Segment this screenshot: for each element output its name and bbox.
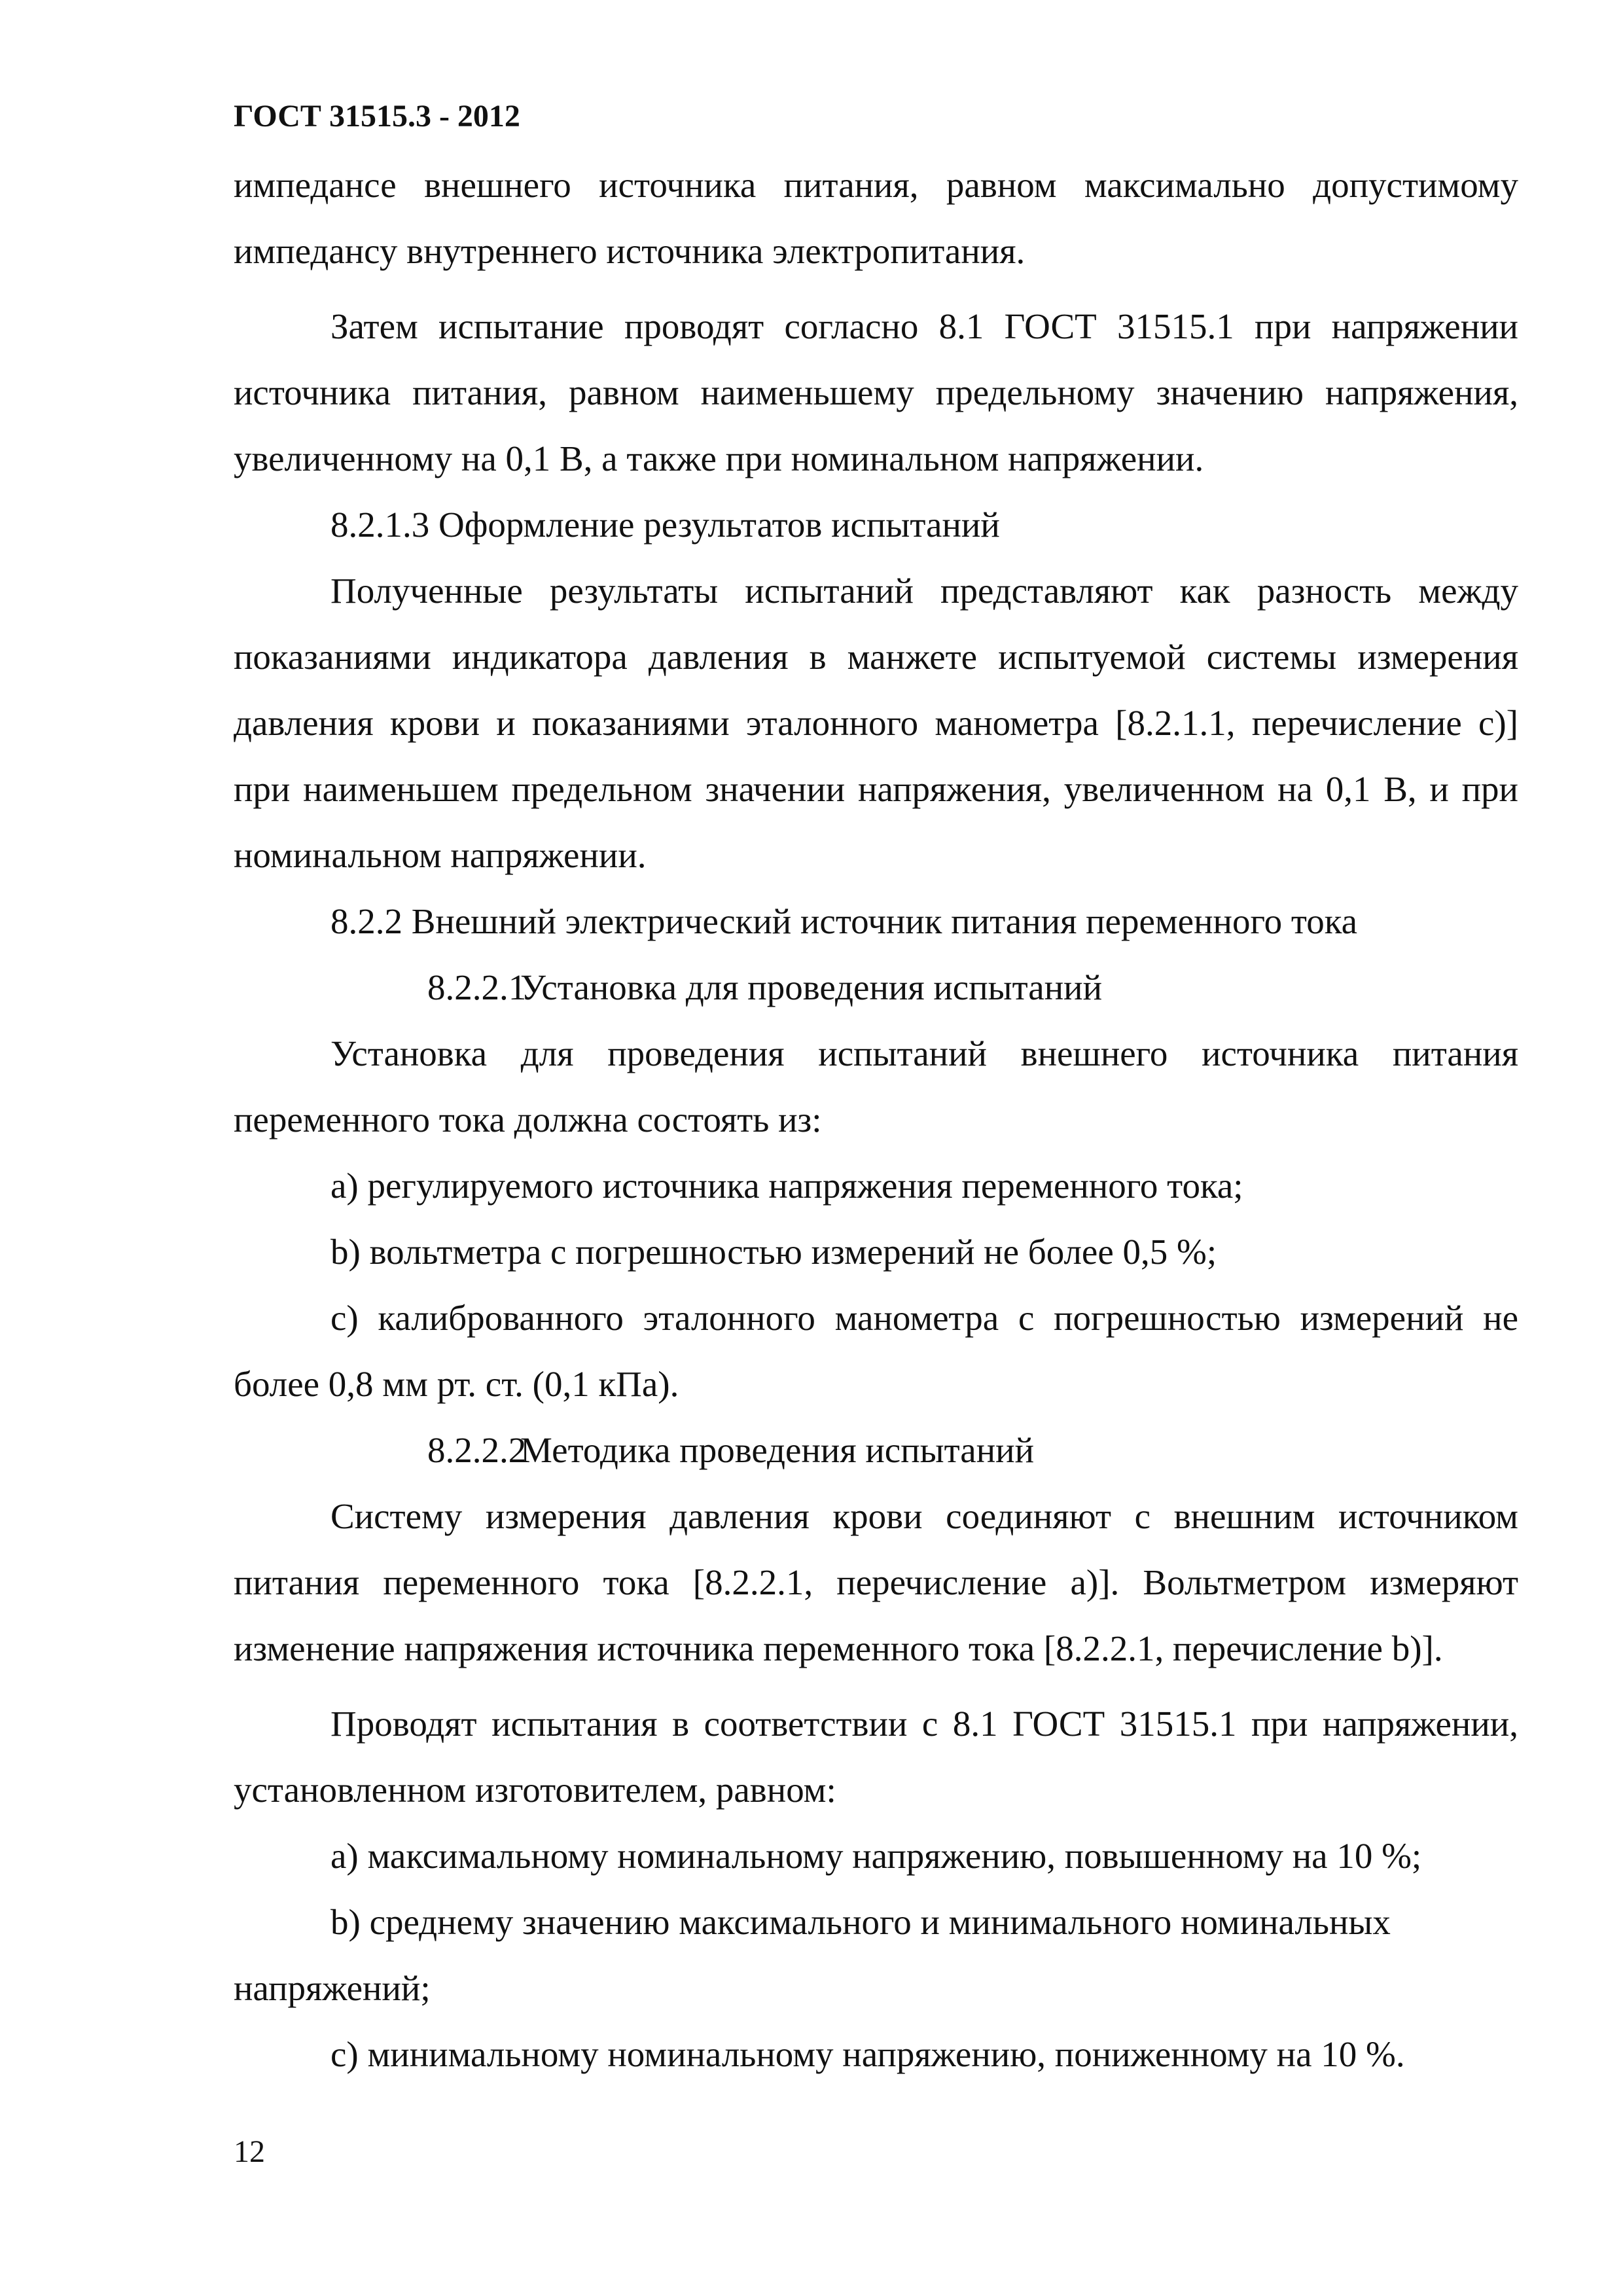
list-item-c: с) калиброванного эталонного манометра с погрешностью измерений не более 0,8 мм рт. ст. (0,1 кПа). <box>234 1298 1518 1404</box>
document-header: ГОСТ 31515.3 - 2012 <box>234 99 520 134</box>
clause-title: Методика проведения испытаний <box>520 1430 1035 1470</box>
clause-heading-8-2-2-1 <box>234 954 1518 1020</box>
clause-heading-8-2-2-2 <box>234 1417 1518 1483</box>
list-item-b: b) вольтметра с погрешностью измерений не более 0,5 %; <box>330 1232 1217 1272</box>
paragraph-test-voltages: Проводят испытания в соответствии с 8.1 ГОСТ 31515.1 при напряжении, установленном изготовителем, равном: <box>234 1704 1518 1810</box>
page-number: 12 <box>234 2134 265 2169</box>
paragraph-setup: Установка для проведения испытаний внешнего источника питания переменного тока должна состоять из: <box>234 1033 1518 1139</box>
paragraph-results: Полученные результаты испытаний представляют как разность между показаниями индикатора давления в манжете испытуемой системы измерения давления крови и показаниями эталонного манометра [8.2.1.1, перечисление с)] при наименьшем предельном значении напряжения, увеличенном на 0,1 В, и при номинальном напряжении. <box>234 571 1518 875</box>
paragraph-test-procedure: Затем испытание проводят согласно 8.1 ГОСТ 31515.1 при напряжении источника питания, равном наименьшему предельному значению напряжения, увеличенному на 0,1 В, а также при номинальном напряжении. <box>234 306 1518 478</box>
list-item-a: а) регулируемого источника напряжения переменного тока; <box>330 1166 1243 1206</box>
list-item-b: b) среднему значению максимального и минимального номинальных напряжений; <box>234 1902 1391 2008</box>
list-item-a: а) максимальному номинальному напряжению, повышенному на 10 %; <box>330 1836 1422 1876</box>
clause-number: 8.2.2.2 <box>427 1430 527 1470</box>
paragraph-method: Систему измерения давления крови соединяют с внешним источником питания переменного тока [8.2.2.1, перечисление а)]. Вольтметром измеряют изменение напряжения источника переменного тока [8.2.2.1, перечисление b)]. <box>234 1496 1518 1668</box>
document-body <box>234 152 1518 2087</box>
list-item-c: с) минимальному номинальному напряжению, пониженному на 10 %. <box>330 2034 1405 2074</box>
clause-title: Установка для проведения испытаний <box>520 967 1103 1007</box>
clause-number: 8.2.2.1 <box>427 967 527 1007</box>
clause-heading-8-2-1-3: 8.2.1.3 Оформление результатов испытаний <box>330 505 1000 545</box>
paragraph-continuation: импедансе внешнего источника питания, равном максимально допустимому импедансу внутреннего источника электропитания. <box>234 165 1518 271</box>
clause-heading-8-2-2: 8.2.2 Внешний электрический источник питания переменного тока <box>330 901 1358 941</box>
